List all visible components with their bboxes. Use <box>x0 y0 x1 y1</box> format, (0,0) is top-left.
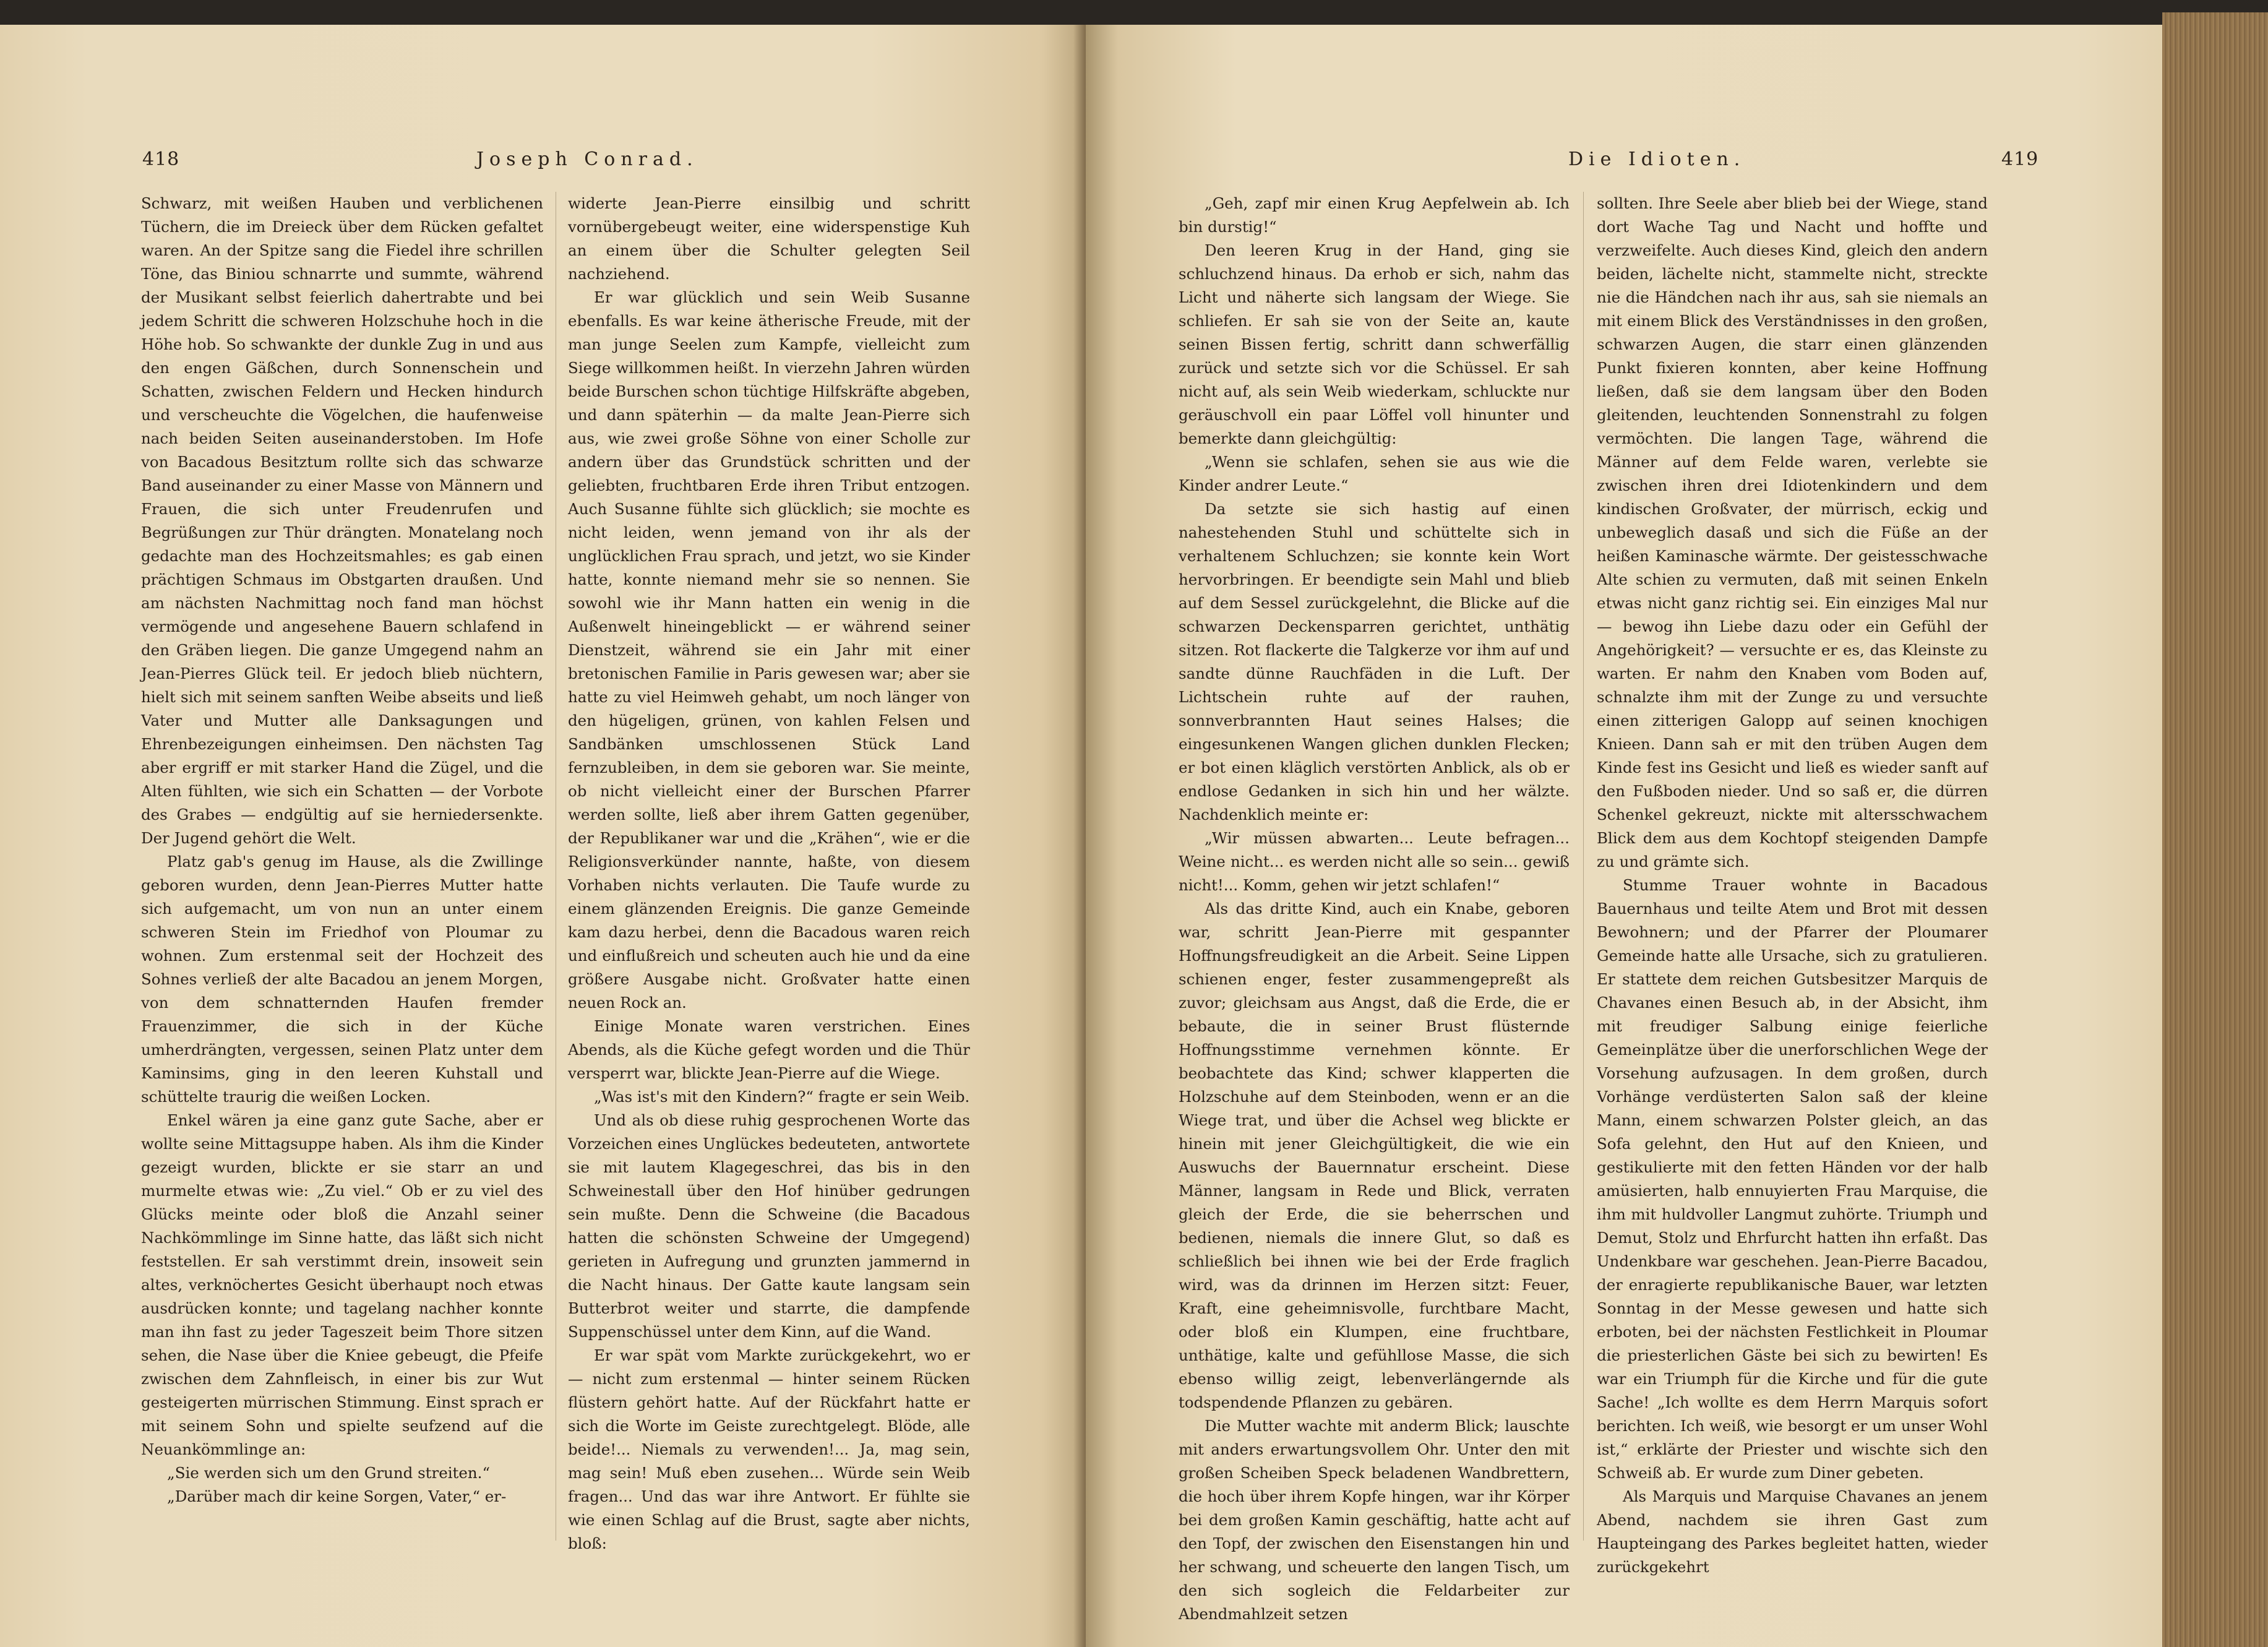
paragraph: Er war spät vom Markte zurückgekehrt, wo er — nicht zum erstenmal — hinter seinem Rücken flüstern gehört hatte. Auf der Rückfahrt hatte er sich die Worte im Geiste zurechtgelegt. Blöde, alle beide!... Niemals zu verwenden!... Ja, mag sein, mag sein! Muß eben zusehen... Würde sein Weib fragen... Und das war ihre Antwort. Er fühlte sie wie einen Schlag auf die Brust, sagte aber nichts, bloß: <box>568 1346 970 1552</box>
right-page <box>1086 25 2162 1647</box>
paragraph: „Darüber mach dir keine Sorgen, Vater,“ er- <box>167 1487 507 1505</box>
running-head: Joseph Conrad. <box>476 148 698 170</box>
page-number: 419 <box>2001 148 2039 170</box>
paragraph: „Wir müssen abwarten... Leute befragen... Weine nicht... es werden nicht alle so sein... gewiß nicht!... Komm, gehen wir jetzt schlafen!“ <box>1179 829 1570 894</box>
paragraph: Den leeren Krug in der Hand, ging sie schluchzend hinaus. Da erhob er sich, nahm das Licht und näherte sich langsam der Wiege. Sie schliefen. Er sah sie von der Seite an, kaute seinen Bissen fertig, schritt dann schwerfällig zurück und setzte sich vor die Schüssel. Er sah nicht auf, als sein Weib wiederkam, schluckte nur geräuschvoll ein paar Löffel voll hinunter und bemerkte dann gleichgültig: <box>1179 241 1570 447</box>
paragraph: Da setzte sie sich hastig auf einen nahestehenden Stuhl und schüttelte sich in verhaltenem Schluchzen; sie konnte kein Wort hervorbringen. Er beendigte sein Mahl und blieb auf dem Sessel zurückgelehnt, die Blicke auf die schwarzen Deckensparren gerichtet, unthätig sitzen. Rot flackerte die Talgkerze vor ihm auf und sandte dünne Rauchfäden in die Luft. Der Lichtschein ruhte auf der rauhen, sonnverbrannten Haut seines Halses; die eingesunkenen Wangen glichen dunklen Flecken; er bot einen kläglich verstörten Anblick, als ob er endlose Gedanken in sich hin und her wälzte. Nachdenklich meinte er: <box>1179 500 1570 824</box>
paragraph: Als Marquis und Marquise Chavanes an jenem Abend, nachdem sie ihren Gast zum Haupteingang des Parkes begleitet hatten, wieder zurückgekehrt <box>1597 1487 1988 1576</box>
left-page <box>0 25 1086 1647</box>
paragraph: „Was ist's mit den Kindern?“ fragte er sein Weib. <box>594 1088 970 1106</box>
paragraph: „Geh, zapf mir einen Krug Aepfelwein ab. Ich bin durstig!“ <box>1179 194 1570 236</box>
paragraph: Als das dritte Kind, auch ein Knabe, geboren war, schritt Jean-Pierre mit gespannter Hoffnungsfreudigkeit an die Arbeit. Seine Lippen schienen enger, fester zusammengepreßt als zuvor; gleichsam aus Angst, daß die Erde, die er bebaute, die in seiner Brust flüsternde Hoffnungsstimme vernehmen könnte. Er beobachtete das Kind; schwer klapperten die Holzschuhe auf dem Steinboden, wenn er an die Wiege trat, und über die Achsel weg blickte er hinein mit jener Gleichgültigkeit, die wie ein Auswuchs der Bauernnatur erscheint. Diese Männer, langsam in Rede und Blick, verraten gleich der Erde, die sie beherrschen und bedienen, niemals die innere Glut, so daß es schließlich bei ihnen wie bei der Erde fraglich wird, was da drinnen im Herzen sitzt: Feuer, Kraft, eine geheimnisvolle, furchtbare Macht, oder bloß ein Klumpen, eine fruchtbare, unthätige, kalte und gefühllose Masse, die sich ebenso willig zeigt, lebenverlängernde als todspendende Pflanzen zu gebären. <box>1179 900 1570 1411</box>
paragraph: Schwarz, mit weißen Hauben und verblichenen Tüchern, die im Dreieck über dem Rücken gefaltet waren. An der Spitze sang die Fiedel ihre schrillen Töne, das Biniou schnarrte und summte, während der Musikant selbst feierlich dahertrabte und bei jedem Schritt die schweren Holzschuhe hoch in die Höhe hob. So schwankte der dunkle Zug in und aus den engen Gäßchen, durch Sonnenschein und Schatten, zwischen Feldern und Hecken hindurch und verscheuchte die Vögelchen, die haufenweise nach beiden Seiten auseinanderstoben. Im Hofe von Bacadous Besitztum rollte sich das schwarze Band auseinander zu einer Masse von Männern und Frauen, die sich unter Freudenrufen und Begrüßungen zur Thür drängten. Monatelang noch gedachte man des Hochzeitsmahles; es gab einen prächtigen Schmaus im Obstgarten draußen. Und am nächsten Nachmittag noch fand man höchst vermögende und angesehene Bauern schlafend in den Gräben liegen. Die ganze Umgegend nahm an Jean-Pierres Glück teil. Er jedoch blieb nüchtern, hielt sich mit seinem sanften Weibe abseits und ließ Vater und Mutter alle Danksagungen und Ehrenbezeigungen einheimsen. Den nächsten Tag aber ergriff er mit starker Hand die Zügel, und die Alten fühlten, wie sich ein Schatten — der Vorbote des Grabes — endgültig auf sie herniedersenkte. Der Jugend gehört die Welt. <box>141 194 543 847</box>
paragraph: „Wenn sie schlafen, sehen sie aus wie die Kinder andrer Leute.“ <box>1179 453 1570 494</box>
paragraph: Die Mutter wachte mit anderm Blick; lauschte mit anders erwartungsvollem Ohr. Unter den mit großen Scheiben Speck beladenen Wandbrettern, die hoch über ihrem Kopfe hingen, war ihr Körper bei dem großen Kamin geschäftig, hatte acht auf den Topf, der zwischen den Eisenstangen hin und her schwang, und scheuerte den langen Tisch, um den sich sogleich die Feldarbeiter zur Abendmahlzeit setzen <box>1179 1417 1570 1623</box>
paragraph: widerte Jean-Pierre einsilbig und schritt vornübergebeugt weiter, eine widerspenstige Kuh an einem über die Schulter gelegten Seil nachziehend. <box>568 194 970 283</box>
page-edges <box>2162 12 2268 1647</box>
column-divider <box>1583 192 1584 1541</box>
text-column <box>1179 192 1570 1626</box>
paragraph: Einige Monate waren verstrichen. Eines Abends, als die Küche gefegt worden und die Thür versperrt war, blickte Jean-Pierre auf die Wiege. <box>568 1017 970 1082</box>
paragraph: Enkel wären ja eine ganz gute Sache, aber er wollte seine Mittagsuppe haben. Als ihm die Kinder gezeigt wurden, blickte er sie starr an und murmelte etwas wie: „Zu viel.“ Ob er zu viel des Glücks meinte oder bloß die Anzahl seiner Nachkömmlinge im Sinne hatte, das läßt sich nicht feststellen. Er sah verstimmt drein, insoweit sein altes, verknöchertes Gesicht überhaupt noch etwas ausdrücken konnte; und tagelang nachher konnte man ihn fast zu jeder Tageszeit beim Thore sitzen sehen, die Nase über die Kniee gebeugt, die Pfeife zwischen dem Zahnfleisch, in einer bis zur Wut gesteigerten mürrischen Stimmung. Einst sprach er mit seinem Sohn und spielte seufzend auf die Neuankömmlinge an: <box>141 1111 543 1458</box>
page-number: 418 <box>142 148 180 170</box>
paragraph: Platz gab's genug im Hause, als die Zwillinge geboren wurden, denn Jean-Pierres Mutter hatte sich aufgemacht, um von nun an unter einem schweren Stein im Friedhof von Ploumar zu wohnen. Zum erstenmal seit der Hochzeit des Sohnes verließ der alte Bacadou an jenem Morgen, von dem schnatternden Haufen fremder Frauenzimmer, die sich in der Küche umherdrängten, vergessen, seinen Platz unter dem Kaminsims, ging in den leeren Kuhstall und schüttelte traurig die weißen Locken. <box>141 853 543 1106</box>
text-column <box>1597 192 1988 1579</box>
paragraph: Er war glücklich und sein Weib Susanne ebenfalls. Es war keine ätherische Freude, mit der man junge Seelen zum Kampfe, vielleicht zum Siege willkommen heißt. In vierzehn Jahren würden beide Burschen schon tüchtige Hilfskräfte abgeben, und dann späterhin — da malte Jean-Pierre sich aus, wie zwei große Söhne von einer Scholle zur andern über das Grundstück schritten und der geliebten, fruchtbaren Erde ihren Tribut entzogen. Auch Susanne fühlte sich glücklich; sie mochte es nicht leiden, wenn jemand von ihr als der unglücklichen Frau sprach, und jetzt, wo sie Kinder hatte, konnte niemand mehr sie so nennen. Sie sowohl wie ihr Mann hatten ein wenig in die Außenwelt hineingeblickt — er während seiner Dienstzeit, während sie ein Jahr mit einer bretonischen Familie in Paris gewesen war; aber sie hatte zu viel Heimweh gehabt, um noch länger von den hügeligen, grünen, von kahlen Felsen und Sandbänken umschlossenen Stück Land fernzubleiben, in dem sie geboren war. Sie meinte, ob nicht vielleicht einer der Burschen Pfarrer werden sollte, ließ aber ihrem Gatten gegenüber, der Republikaner war und die „Krähen“, wie er die Religionsverkünder nannte, haßte, von diesem Vorhaben nichts verlauten. Die Taufe wurde zu einem glänzenden Ereignis. Die ganze Gemeinde kam dazu herbei, denn die Bacadous waren reich und einflußreich und scheuten auch hie und da eine größere Ausgabe nicht. Großvater hatte einen neuen Rock an. <box>568 288 970 1012</box>
text-column <box>568 192 970 1555</box>
text-column <box>141 192 543 1508</box>
running-head: Die Idioten. <box>1568 148 1746 170</box>
paragraph: sollten. Ihre Seele aber blieb bei der Wiege, stand dort Wache Tag und Nacht und hoffte und verzweifelte. Auch dieses Kind, gleich den andern beiden, lächelte nicht, stammelte nicht, streckte nie die Händchen nach ihr aus, sah sie niemals an mit einem Blick des Verständnisses in den großen, schwarzen Augen, die starr einen glänzenden Punkt fixieren konnten, aber keine Hoffnung ließen, daß sie dem langsam über den Boden gleitenden, leuchtenden Sonnenstrahl zu folgen vermöchten. Die langen Tage, während die Männer auf dem Felde waren, verlebte sie zwischen ihren drei Idiotenkindern und dem kindischen Großvater, der mürrisch, eckig und unbeweglich dasaß und sich die Füße an der heißen Kaminasche wärmte. Der geistesschwache Alte schien zu vermuten, daß mit seinen Enkeln etwas nicht ganz richtig sei. Ein einziges Mal nur — bewog ihn Liebe dazu oder ein Gefühl der Angehörigkeit? — versuchte er es, das Kleinste zu warten. Er nahm den Knaben vom Boden auf, schnalzte ihm mit der Zunge zu und versuchte einen zitterigen Galopp auf seinen knochigen Knieen. Dann sah er mit den trüben Augen dem Kinde fest ins Gesicht und ließ es wieder sanft auf den Fußboden nieder. Und so saß er, die dürren Schenkel gekreuzt, nickte mit altersschwachem Blick dem aus dem Kochtopf steigenden Dampfe zu und grämte sich. <box>1597 194 1988 871</box>
paragraph: Stumme Trauer wohnte in Bacadous Bauernhaus und teilte Atem und Brot mit dessen Bewohnern; und der Pfarrer der Ploumarer Gemeinde hatte alle Ursache, sich zu gratulieren. Er stattete dem reichen Gutsbesitzer Marquis de Chavanes einen Besuch ab, in der Absicht, ihm mit freudiger Salbung einige feierliche Gemeinplätze über die unerforschlichen Wege der Vorsehung aufzusagen. In dem großen, durch Vorhänge verdüsterten Salon saß der kleine Mann, einem schwarzen Polster gleich, an das Sofa gelehnt, den Hut auf den Knieen, und gestikulierte mit den fetten Händen vor der halb amüsierten, halb ennuyierten Frau Marquise, die ihm mit huldvoller Langmut zuhörte. Triumph und Demut, Stolz und Ehrfurcht hatten ihn erfaßt. Das Undenkbare war geschehen. Jean-Pierre Bacadou, der enragierte republikanische Bauer, war letzten Sonntag in der Messe gewesen und hatte sich erboten, bei der nächsten Festlichkeit in Ploumar die priesterlichen Gäste bei sich zu bewirten! Es war ein Triumph für die Kirche und für die gute Sache! „Ich wollte es dem Herrn Marquis sofort berichten. Ich weiß, wie besorgt er um unser Wohl ist,“ erklärte der Priester und wischte sich den Schweiß ab. Er wurde zum Diner gebeten. <box>1597 876 1988 1482</box>
paragraph: Und als ob diese ruhig gesprochenen Worte das Vorzeichen eines Unglückes bedeuteten, antwortete sie mit lautem Klagegeschrei, das bis in den Schweinestall über den Hof hinüber gedrungen sein mußte. Denn die Schweine (die Bacadous hatten die schönsten Schweine der Umgegend) gerieten in Aufregung und grunzten jammernd in die Nacht hinaus. Der Gatte kaute langsam sein Butterbrot weiter und starrte, die dampfende Suppenschüssel unter dem Kinn, auf die Wand. <box>568 1111 970 1341</box>
paragraph: „Sie werden sich um den Grund streiten.“ <box>167 1464 490 1482</box>
